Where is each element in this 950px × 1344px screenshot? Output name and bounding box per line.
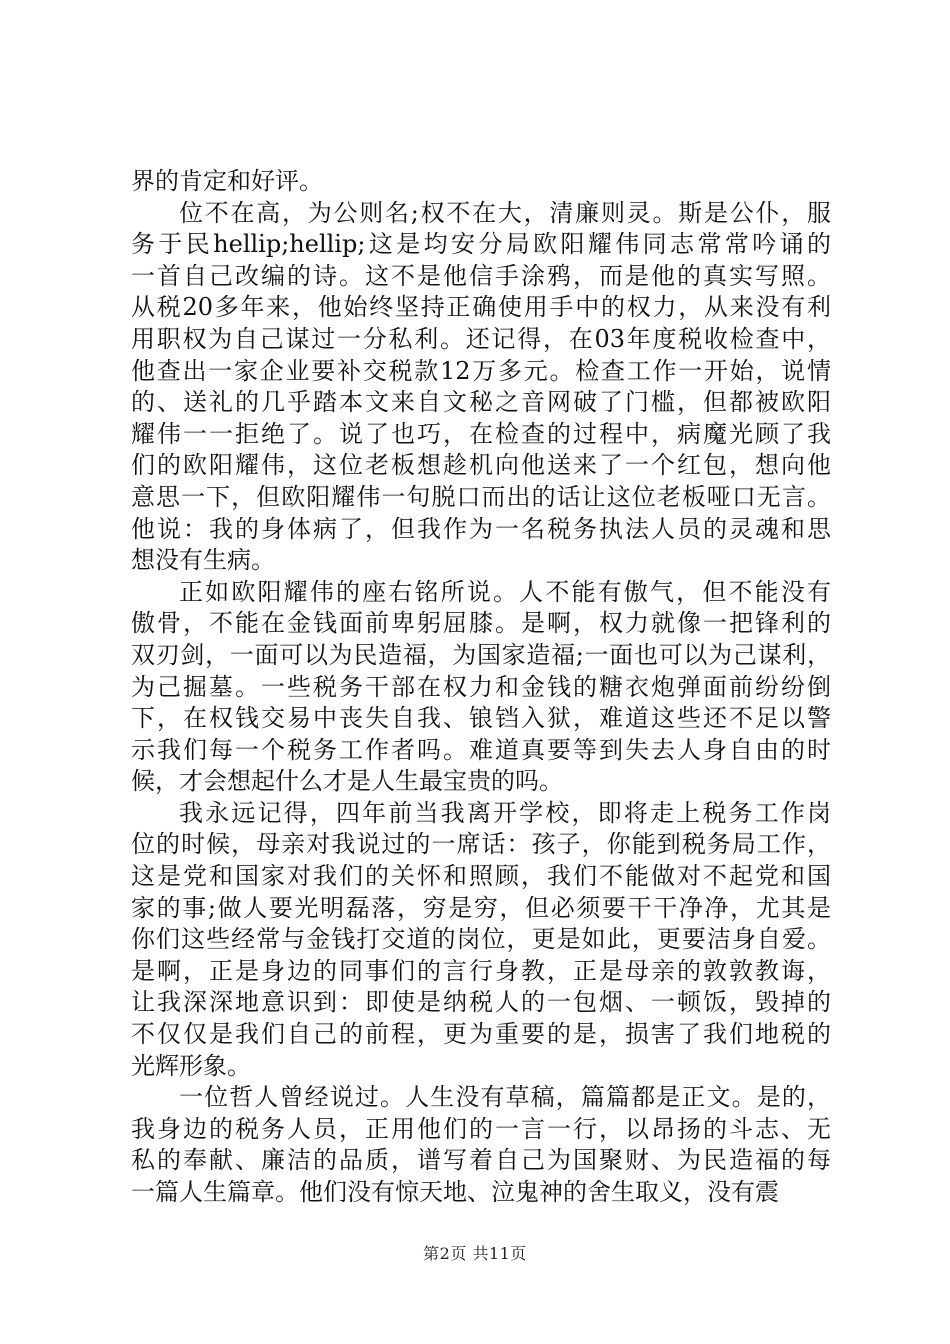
paragraph [131, 798, 831, 1082]
text-line: 界的肯定和好评。 [131, 167, 323, 195]
text-line: 务于民hellip;hellip;这是均安分局欧阳耀伟同志常常吟诵的 [131, 230, 831, 259]
text-line: 这是党和国家对我们的关怀和照顾，我们不能做对不起党和国 [131, 862, 831, 891]
text-line: 私的奉献、廉洁的品质，谱写着自己为国聚财、为民造福的每 [131, 1146, 831, 1175]
text-line: 耀伟一一拒绝了。说了也巧，在检查的过程中，病魔光顾了我 [131, 419, 831, 448]
text-line: 们的欧阳耀伟，这位老板想趁机向他送来了一个红包，想向他 [131, 451, 831, 480]
text-line: 想没有生病。 [131, 546, 275, 575]
text-line: 从税20多年来，他始终坚持正确使用手中的权力，从来没有利 [131, 293, 831, 322]
paragraph [131, 577, 831, 798]
text-line: 一篇人生篇章。他们没有惊天地、泣鬼神的舍生取义，没有震 [131, 1178, 779, 1206]
text-line: 是啊，正是身边的同事们的言行身教，正是母亲的敦敦教诲， [131, 956, 831, 985]
paragraph [131, 198, 831, 577]
text-line: 傲骨，不能在金钱面前卑躬屈膝。是啊，权力就像一把锋利的 [131, 609, 831, 638]
text-line: 候，才会想起什么才是人生最宝贵的吗。 [131, 767, 563, 796]
text-line: 示我们每一个税务工作者吗。难道真要等到失去人身自由的时 [131, 735, 831, 764]
text-line: 的、送礼的几乎踏本文来自文秘之音网破了门槛，但都被欧阳 [131, 388, 831, 417]
text-line: 意思一下，但欧阳耀伟一句脱口而出的话让这位老板哑口无言。 [131, 482, 831, 511]
paragraph [131, 166, 831, 198]
text-line: 位的时候，母亲对我说过的一席话：孩子，你能到税务局工作， [131, 830, 831, 859]
text-line: 双刃剑，一面可以为民造福，为国家造福;一面也可以为己谋利， [131, 640, 831, 669]
text-line: 正如欧阳耀伟的座右铭所说。人不能有傲气，但不能没有 [179, 577, 831, 606]
text-line: 我身边的税务人员，正用他们的一言一行，以昂扬的斗志、无 [131, 1114, 831, 1143]
text-line: 用职权为自己谋过一分私利。还记得，在03年度税收检查中， [131, 324, 831, 353]
text-line: 位不在高，为公则名;权不在大，清廉则灵。斯是公仆，服 [179, 198, 831, 227]
text-line: 一位哲人曾经说过。人生没有草稿，篇篇都是正文。是的， [179, 1083, 831, 1112]
text-line: 不仅仅是我们自己的前程，更为重要的是，损害了我们地税的 [131, 1020, 831, 1049]
page-number-footer: 第2页 共11页 [423, 1244, 527, 1263]
text-line: 我永远记得，四年前当我离开学校，即将走上税务工作岗 [179, 798, 831, 827]
text-line: 你们这些经常与金钱打交道的岗位，更是如此，更要洁身自爱。 [131, 925, 831, 954]
text-line: 一首自己改编的诗。这不是他信手涂鸦，而是他的真实写照。 [131, 261, 831, 290]
text-line: 他说：我的身体病了，但我作为一名税务执法人员的灵魂和思 [131, 514, 831, 543]
document-body [131, 166, 831, 1209]
text-line: 下，在权钱交易中丧失自我、锒铛入狱，难道这些还不足以警 [131, 704, 831, 733]
text-line: 让我深深地意识到：即使是纳税人的一包烟、一顿饭，毁掉的 [131, 988, 831, 1017]
paragraph [131, 1082, 831, 1208]
text-line: 为己掘墓。一些税务干部在权力和金钱的糖衣炮弹面前纷纷倒 [131, 672, 831, 701]
text-line: 他查出一家企业要补交税款12万多元。检查工作一开始，说情 [131, 356, 831, 385]
text-line: 家的事;做人要光明磊落，穷是穷，但必须要干干净净，尤其是 [131, 893, 831, 922]
text-line: 光辉形象。 [131, 1051, 251, 1080]
